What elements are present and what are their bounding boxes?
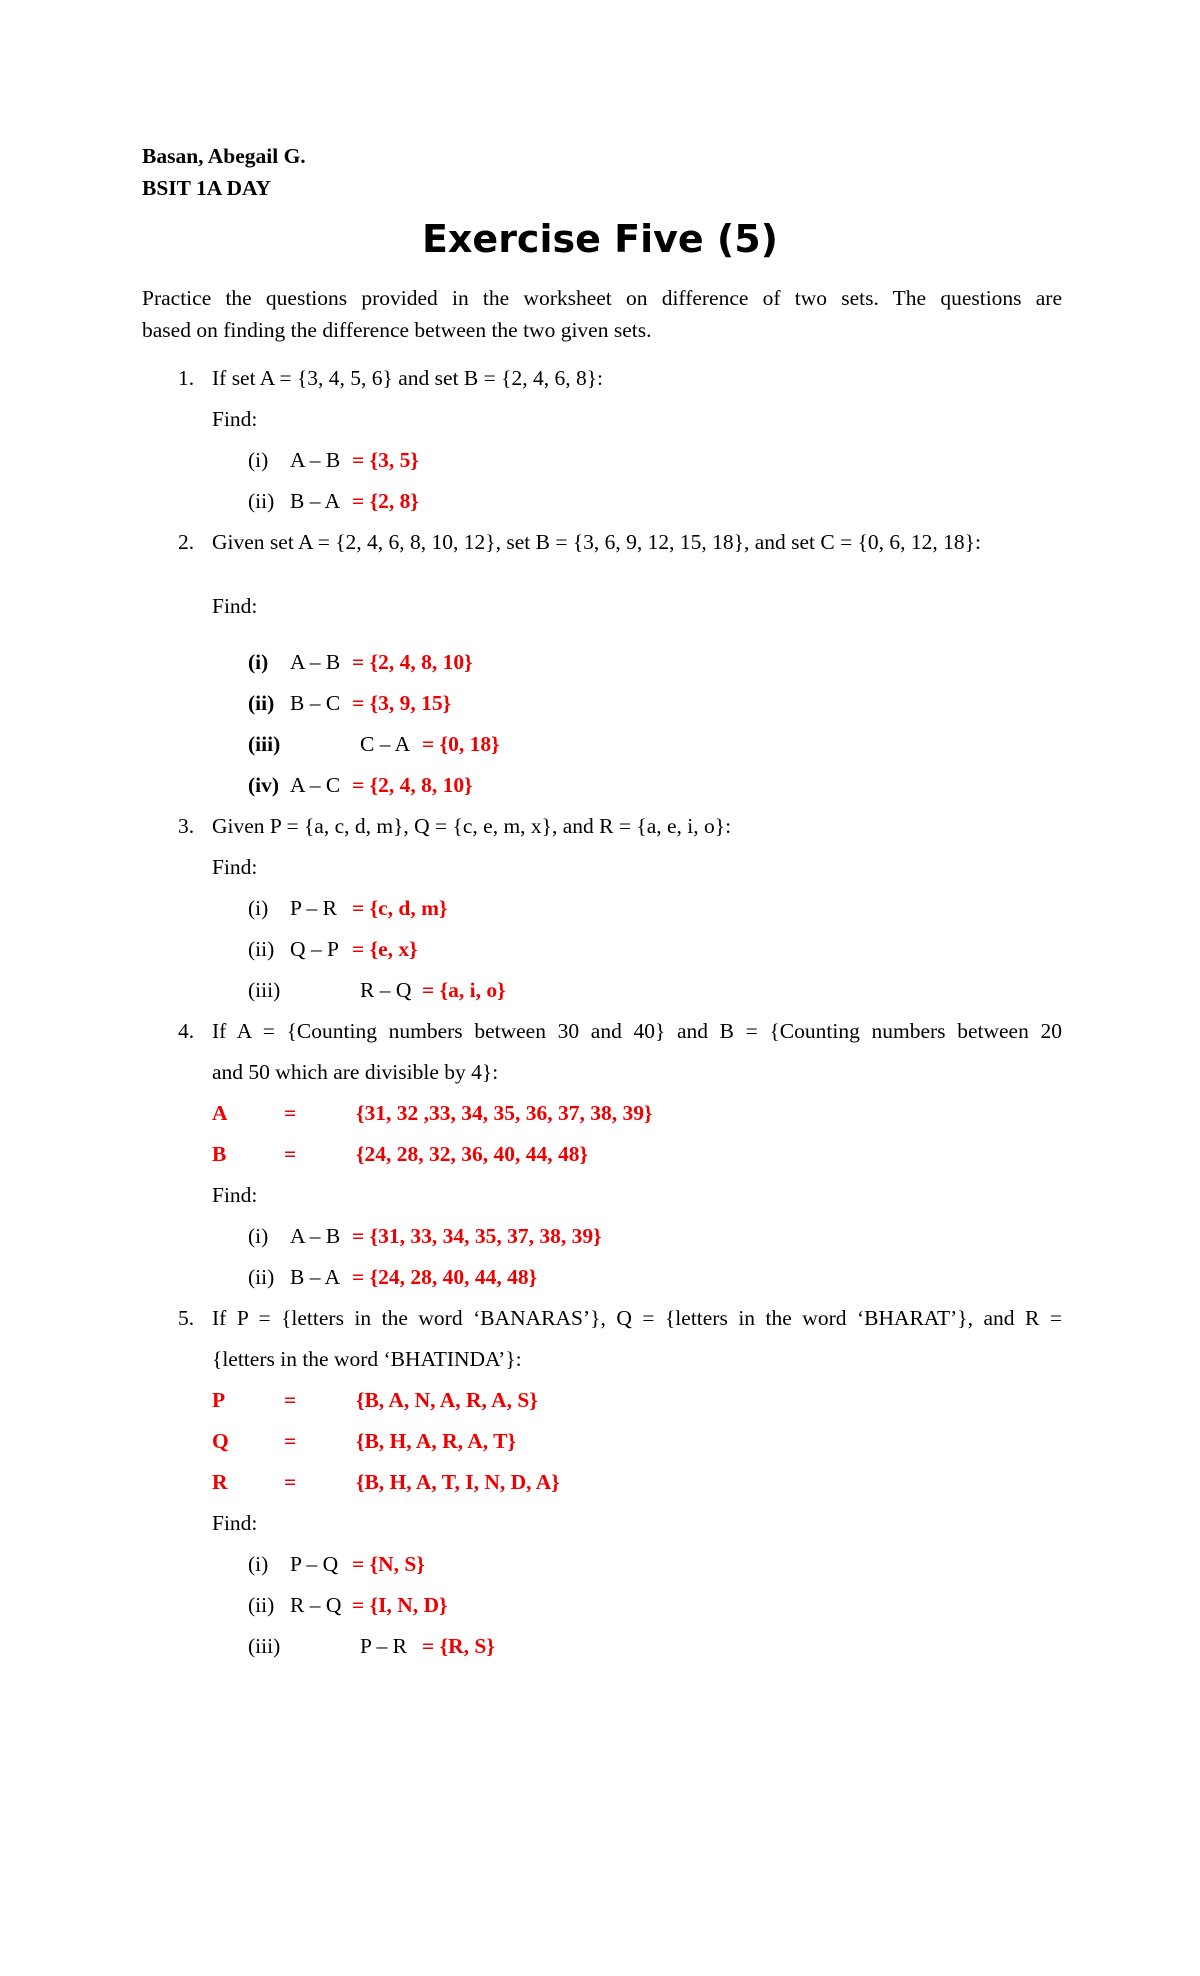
- q5-set-r-name: R: [212, 1470, 228, 1494]
- q5-number: 5.: [178, 1306, 195, 1330]
- q4-set-b-name: B: [212, 1142, 227, 1166]
- q5-iii-label: (iii): [248, 1634, 281, 1658]
- q2-number: 2.: [178, 530, 195, 554]
- q3-i-expr: P – R: [290, 896, 337, 920]
- q3-ii-expr: Q – P: [290, 937, 339, 961]
- q5-find-label: Find:: [212, 1511, 258, 1535]
- q2-ii-answer: = {3, 9, 15}: [352, 691, 452, 715]
- q5-iii-answer: = {R, S}: [422, 1634, 495, 1658]
- q2-iv-label: (iv): [248, 773, 280, 797]
- q4-ii-label: (ii): [248, 1265, 275, 1289]
- student-section: BSIT 1A DAY: [142, 176, 272, 200]
- q2-i-label: (i): [248, 650, 269, 674]
- q1-i-label: (i): [248, 448, 269, 472]
- q5-i-answer: = {N, S}: [352, 1552, 425, 1576]
- q3-text: Given P = {a, c, d, m}, Q = {c, e, m, x}, and R = {a, e, i, o}:: [212, 814, 732, 838]
- q5-ii-expr: R – Q: [290, 1593, 342, 1617]
- q2-iv-answer: = {2, 4, 8, 10}: [352, 773, 473, 797]
- q2-iv-expr: A – C: [290, 773, 341, 797]
- q4-set-a-equals: =: [284, 1101, 297, 1125]
- q2-i-expr: A – B: [290, 650, 341, 674]
- q3-ii-answer: = {e, x}: [352, 937, 418, 961]
- q5-set-q-values: {B, H, A, R, A, T}: [356, 1429, 516, 1453]
- q5-text-line-2: {letters in the word ‘BHATINDA’}:: [212, 1347, 522, 1371]
- q5-set-p-values: {B, A, N, A, R, A, S}: [356, 1388, 538, 1412]
- q4-text-line-1: If A = {Counting numbers between 30 and 40} and B = {Counting numbers between 20: [212, 1019, 1062, 1043]
- q1-i-expr: A – B: [290, 448, 341, 472]
- q3-iii-answer: = {a, i, o}: [422, 978, 506, 1002]
- q5-set-r-equals: =: [284, 1470, 297, 1494]
- q4-text-line-2: and 50 which are divisible by 4}:: [212, 1060, 499, 1084]
- q3-i-label: (i): [248, 896, 269, 920]
- q5-i-label: (i): [248, 1552, 269, 1576]
- q5-set-q-name: Q: [212, 1429, 229, 1453]
- intro-line-2: based on finding the difference between the two given sets.: [142, 318, 652, 342]
- q1-find-label: Find:: [212, 407, 258, 431]
- q4-i-answer: = {31, 33, 34, 35, 37, 38, 39}: [352, 1224, 602, 1248]
- q2-ii-expr: B – C: [290, 691, 341, 715]
- q2-iii-answer: = {0, 18}: [422, 732, 500, 756]
- q4-set-b-equals: =: [284, 1142, 297, 1166]
- q4-number: 4.: [178, 1019, 195, 1043]
- q4-set-a-values: {31, 32 ,33, 34, 35, 36, 37, 38, 39}: [356, 1101, 653, 1125]
- q4-i-expr: A – B: [290, 1224, 341, 1248]
- q2-text: Given set A = {2, 4, 6, 8, 10, 12}, set B = {3, 6, 9, 12, 15, 18}, and set C = {0, 6, 12, 18}:: [212, 530, 981, 554]
- q2-iii-expr: C – A: [360, 732, 411, 756]
- q1-i-answer: = {3, 5}: [352, 448, 419, 472]
- q3-i-answer: = {c, d, m}: [352, 896, 448, 920]
- q1-number: 1.: [178, 366, 195, 390]
- q5-ii-label: (ii): [248, 1593, 275, 1617]
- q3-ii-label: (ii): [248, 937, 275, 961]
- q4-ii-expr: B – A: [290, 1265, 341, 1289]
- q5-set-p-name: P: [212, 1388, 226, 1412]
- q5-set-r-values: {B, H, A, T, I, N, D, A}: [356, 1470, 560, 1494]
- q2-ii-label: (ii): [248, 691, 275, 715]
- q1-text: If set A = {3, 4, 5, 6} and set B = {2, 4, 6, 8}:: [212, 366, 603, 390]
- q1-ii-label: (ii): [248, 489, 275, 513]
- q5-ii-answer: = {I, N, D}: [352, 1593, 448, 1617]
- q3-iii-label: (iii): [248, 978, 281, 1002]
- q3-iii-expr: R – Q: [360, 978, 412, 1002]
- q4-find-label: Find:: [212, 1183, 258, 1207]
- q5-iii-expr: P – R: [360, 1634, 407, 1658]
- q5-text-line-1: If P = {letters in the word ‘BANARAS’}, Q = {letters in the word ‘BHARAT’}, and R =: [212, 1306, 1062, 1330]
- q2-iii-label: (iii): [248, 732, 281, 756]
- q2-i-answer: = {2, 4, 8, 10}: [352, 650, 473, 674]
- q5-set-q-equals: =: [284, 1429, 297, 1453]
- q4-ii-answer: = {24, 28, 40, 44, 48}: [352, 1265, 538, 1289]
- q1-ii-expr: B – A: [290, 489, 341, 513]
- page-title: Exercise Five (5): [421, 217, 779, 261]
- q4-set-b-values: {24, 28, 32, 36, 40, 44, 48}: [356, 1142, 588, 1166]
- q2-find-label: Find:: [212, 594, 258, 618]
- q3-number: 3.: [178, 814, 195, 838]
- q4-set-a-name: A: [212, 1101, 228, 1125]
- q4-i-label: (i): [248, 1224, 269, 1248]
- q5-set-p-equals: =: [284, 1388, 297, 1412]
- intro-line-1: Practice the questions provided in the worksheet on difference of two sets. The questions are: [142, 286, 1062, 310]
- q3-find-label: Find:: [212, 855, 258, 879]
- q1-ii-answer: = {2, 8}: [352, 489, 419, 513]
- q5-i-expr: P – Q: [290, 1552, 339, 1576]
- student-name: Basan, Abegail G.: [142, 144, 306, 168]
